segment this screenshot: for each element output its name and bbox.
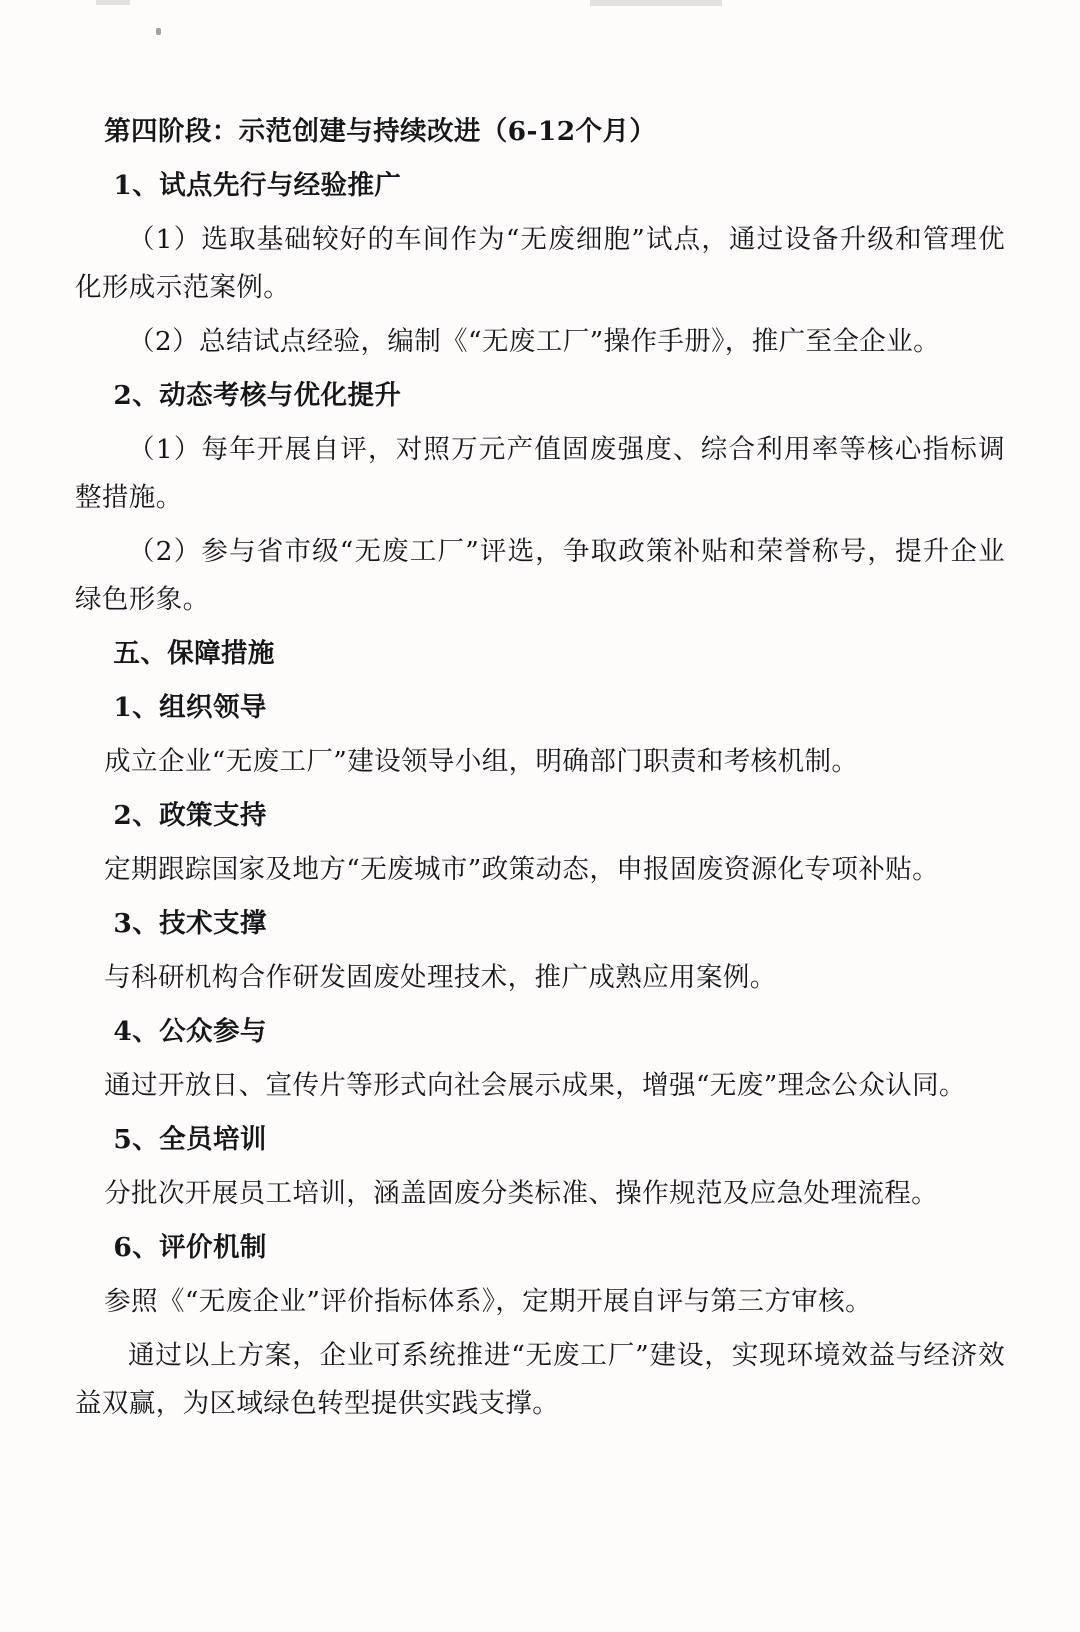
- paragraph-s5-2-body: 定期跟踪国家及地方“无废城市”政策动态，申报固废资源化专项补贴。: [104, 854, 940, 885]
- paragraph-s4-2-2: （2）参与省市级“无废工厂”评选，争取政策补贴和荣誉称号，提升企业绿色形象。: [75, 536, 1005, 615]
- page-bottom-whitespace: [75, 1434, 1005, 1632]
- paragraph-s4-2-title: 2、动态考核与优化提升: [113, 380, 402, 411]
- paragraph-s5-6-title: 6、评价机制: [113, 1232, 267, 1263]
- paragraph-s5-3-title: 3、技术支撑: [113, 908, 267, 939]
- paragraph-s5-3-body: 与科研机构合作研发固废处理技术，推广成熟应用案例。: [104, 962, 777, 993]
- scan-artifact-top-center: [590, 0, 722, 6]
- paragraph-s4-2-1: （1）每年开展自评，对照万元产值固废强度、综合利用率等核心指标调整措施。: [75, 434, 1005, 513]
- paragraph-stage4-title: 第四阶段：示范创建与持续改进（6-12个月）: [104, 116, 657, 147]
- paragraph-sec5-title: 五、保障措施: [113, 638, 275, 669]
- document-body: [75, 108, 1005, 1632]
- paragraph-s5-1-body: 成立企业“无废工厂”建设领导小组，明确部门职责和考核机制。: [104, 746, 859, 777]
- paragraph-s4-1-title: 1、试点先行与经验推广: [113, 170, 402, 201]
- paragraph-s5-5-body: 分批次开展员工培训，涵盖固废分类标准、操作规范及应急处理流程。: [104, 1178, 939, 1209]
- paragraph-s5-5-title: 5、全员培训: [113, 1124, 267, 1155]
- paragraph-s5-2-title: 2、政策支持: [113, 800, 267, 831]
- paragraph-s4-1-1: （1）选取基础较好的车间作为“无废细胞”试点，通过设备升级和管理优化形成示范案例。: [75, 224, 1005, 303]
- paragraph-s5-1-title: 1、组织领导: [113, 692, 267, 723]
- scan-artifact-dot: [156, 28, 161, 35]
- paragraph-s5-4-title: 4、公众参与: [113, 1016, 267, 1047]
- paragraph-closing: 通过以上方案，企业可系统推进“无废工厂”建设，实现环境效益与经济效益双赢，为区域绿色转型提供实践支撑。: [75, 1340, 1005, 1419]
- paragraph-s4-1-2: （2）总结试点经验，编制《“无废工厂”操作手册》，推广至全企业。: [128, 326, 941, 357]
- paragraph-s5-4-body: 通过开放日、宣传片等形式向社会展示成果，增强“无废”理念公众认同。: [104, 1070, 966, 1101]
- scan-artifact-top-left: [96, 0, 130, 5]
- paragraph-s5-6-body: 参照《“无废企业”评价指标体系》，定期开展自评与第三方审核。: [104, 1286, 872, 1317]
